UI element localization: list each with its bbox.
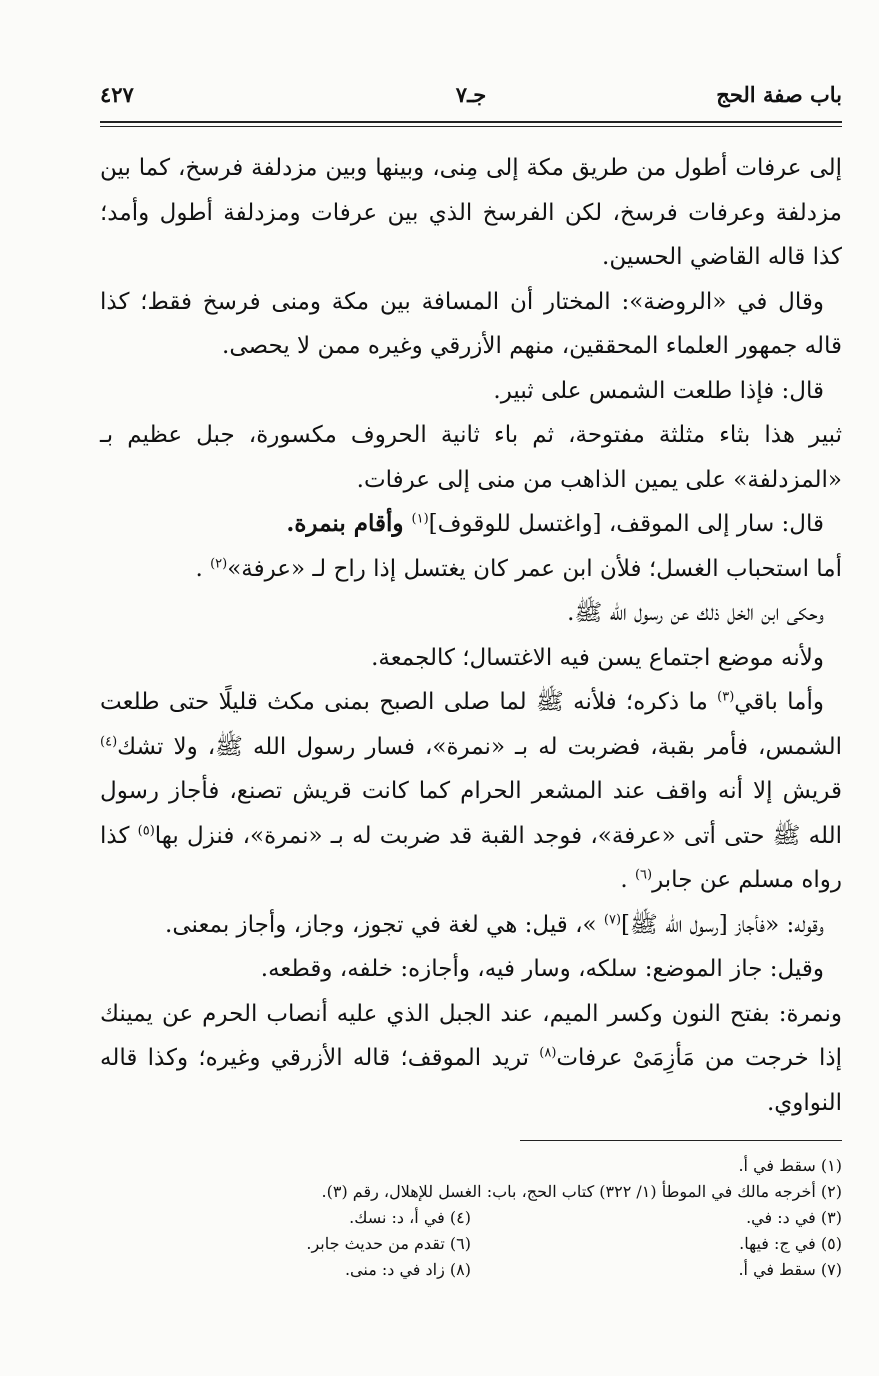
paragraph: إلى عرفات أطول من طريق مكة إلى مِنى، وبينها وبين مزدلفة فرسخ، كما بين مزدلفة وعرفات فرسخ، لكن الفرسخ الذي بين عرفات ومزدلفة أطول وأمد؛ كذا قاله القاضي الحسين. — [100, 155, 842, 270]
main-text — [100, 146, 842, 1125]
paragraph: وقال في «الروضة»: المختار أن المسافة بين مكة ومنى فرسخ فقط؛ كذا قاله جمهور العلماء المحققين، منهم الأزرقي وغيره ممن لا يحصى. — [100, 288, 842, 359]
volume-number: جـ٧ — [455, 82, 487, 107]
paragraph — [100, 903, 842, 948]
text-run: . — [195, 555, 211, 582]
chapter-title: باب صفة الحج — [716, 82, 842, 107]
footnote: (٣) في د: في. — [746, 1208, 842, 1227]
footnote-ref: (٣) — [717, 689, 735, 705]
paragraph — [100, 992, 842, 1126]
footnote-ref: (٧) — [603, 911, 622, 927]
footnote: (٤) في أ، د: نسك. — [349, 1208, 471, 1227]
page-header — [100, 78, 842, 118]
footnote-ref: (٢) — [210, 555, 228, 571]
text-run: ما ذكره؛ فلأنه ﷺ لما صلى الصبح بمنى مكث قليلًا حتى طلعت الشمس، فأمر بقبة، فضربت له بـ «نمرة»، فسار رسول الله ﷺ، ولا تشك — [100, 689, 842, 760]
footnote-ref: (٦) — [634, 867, 653, 883]
footnote-ref: (٨) — [539, 1045, 557, 1061]
footnote: (٨) زاد في د: منى. — [344, 1260, 471, 1279]
text-run: »، قيل: هي لغة في تجوز، وجاز، وأجاز بمعنى. — [165, 911, 604, 938]
footnotes — [100, 1153, 842, 1283]
page-number: ٤٢٧ — [100, 82, 134, 107]
footnote: (٥) في ج: فيها. — [739, 1234, 842, 1253]
footnote-ref: (٤) — [100, 733, 118, 749]
footnote-ref: (١) — [411, 511, 429, 527]
header-rule — [100, 121, 842, 123]
paragraph: ولأنه موضع اجتماع يسن فيه الاغتسال؛ كالجمعة. — [371, 644, 824, 671]
text-run: أما استحباب الغسل؛ فلأن ابن عمر كان يغتسل إذا راح لـ «عرفة» — [227, 555, 842, 582]
footnote: (٦) تقدم من حديث جابر. — [306, 1234, 471, 1253]
text-run: كذا رواه مسلم عن جابر — [100, 822, 842, 893]
text-run: وأما باقي — [734, 689, 824, 715]
footnote: (٧) سقط في أ. — [738, 1260, 842, 1279]
paragraph: قال: فإذا طلعت الشمس على ثبير. — [493, 377, 824, 404]
paragraph: وحكى ابن الخل ذلك عن رسول الله ﷺ. — [567, 600, 824, 626]
paragraph: ثبير هذا بثاء مثلثة مفتوحة، ثم باء ثانية الحروف مكسورة، جبل عظيم بـ «المزدلفة» على يمين الذاهب من منى إلى عرفات. — [100, 422, 842, 493]
footnote-separator — [520, 1140, 842, 1141]
paragraph — [100, 547, 842, 592]
text-run: قال: سار إلى الموقف، [واغتسل للوقوف] — [428, 511, 824, 537]
paragraph: وقيل: جاز الموضع: سلكه، وسار فيه، وأجازه: خلفه، وقطعه. — [260, 956, 824, 982]
footnote: (٢) أخرجه مالك في الموطأ (١/ ٣٢٢) كتاب الحج، باب: الغسل للإهلال، رقم (٣). — [321, 1182, 842, 1201]
paragraph — [100, 502, 842, 547]
paragraph — [100, 680, 842, 903]
header-rule-thin — [100, 126, 842, 127]
text-run: تريد الموقف؛ قاله الأزرقي وغيره؛ وكذا قاله النواوي. — [100, 1045, 842, 1116]
text-run: . — [620, 867, 635, 893]
text-run-bold: وأقام بنمرة. — [286, 510, 412, 537]
footnote: (١) سقط في أ. — [738, 1156, 842, 1175]
text-run: وقوله: «فأجاز [رسول الله ﷺ] — [621, 911, 824, 938]
text-run: ونمرة: بفتح النون وكسر الميم، عند الجبل الذي عليه أنصاب الحرم عن يمينك إذا خرجت من مَأزِمَىْ عرفات — [100, 1000, 842, 1071]
footnote-ref: (٥) — [137, 822, 155, 838]
text-run: قريش إلا أنه واقف عند المشعر الحرام كما كانت قريش تصنع، فأجاز رسول الله ﷺ حتى أتى «عرفة»، فوجد القبة قد ضربت له بـ «نمرة»، فنزل بها — [100, 778, 842, 849]
